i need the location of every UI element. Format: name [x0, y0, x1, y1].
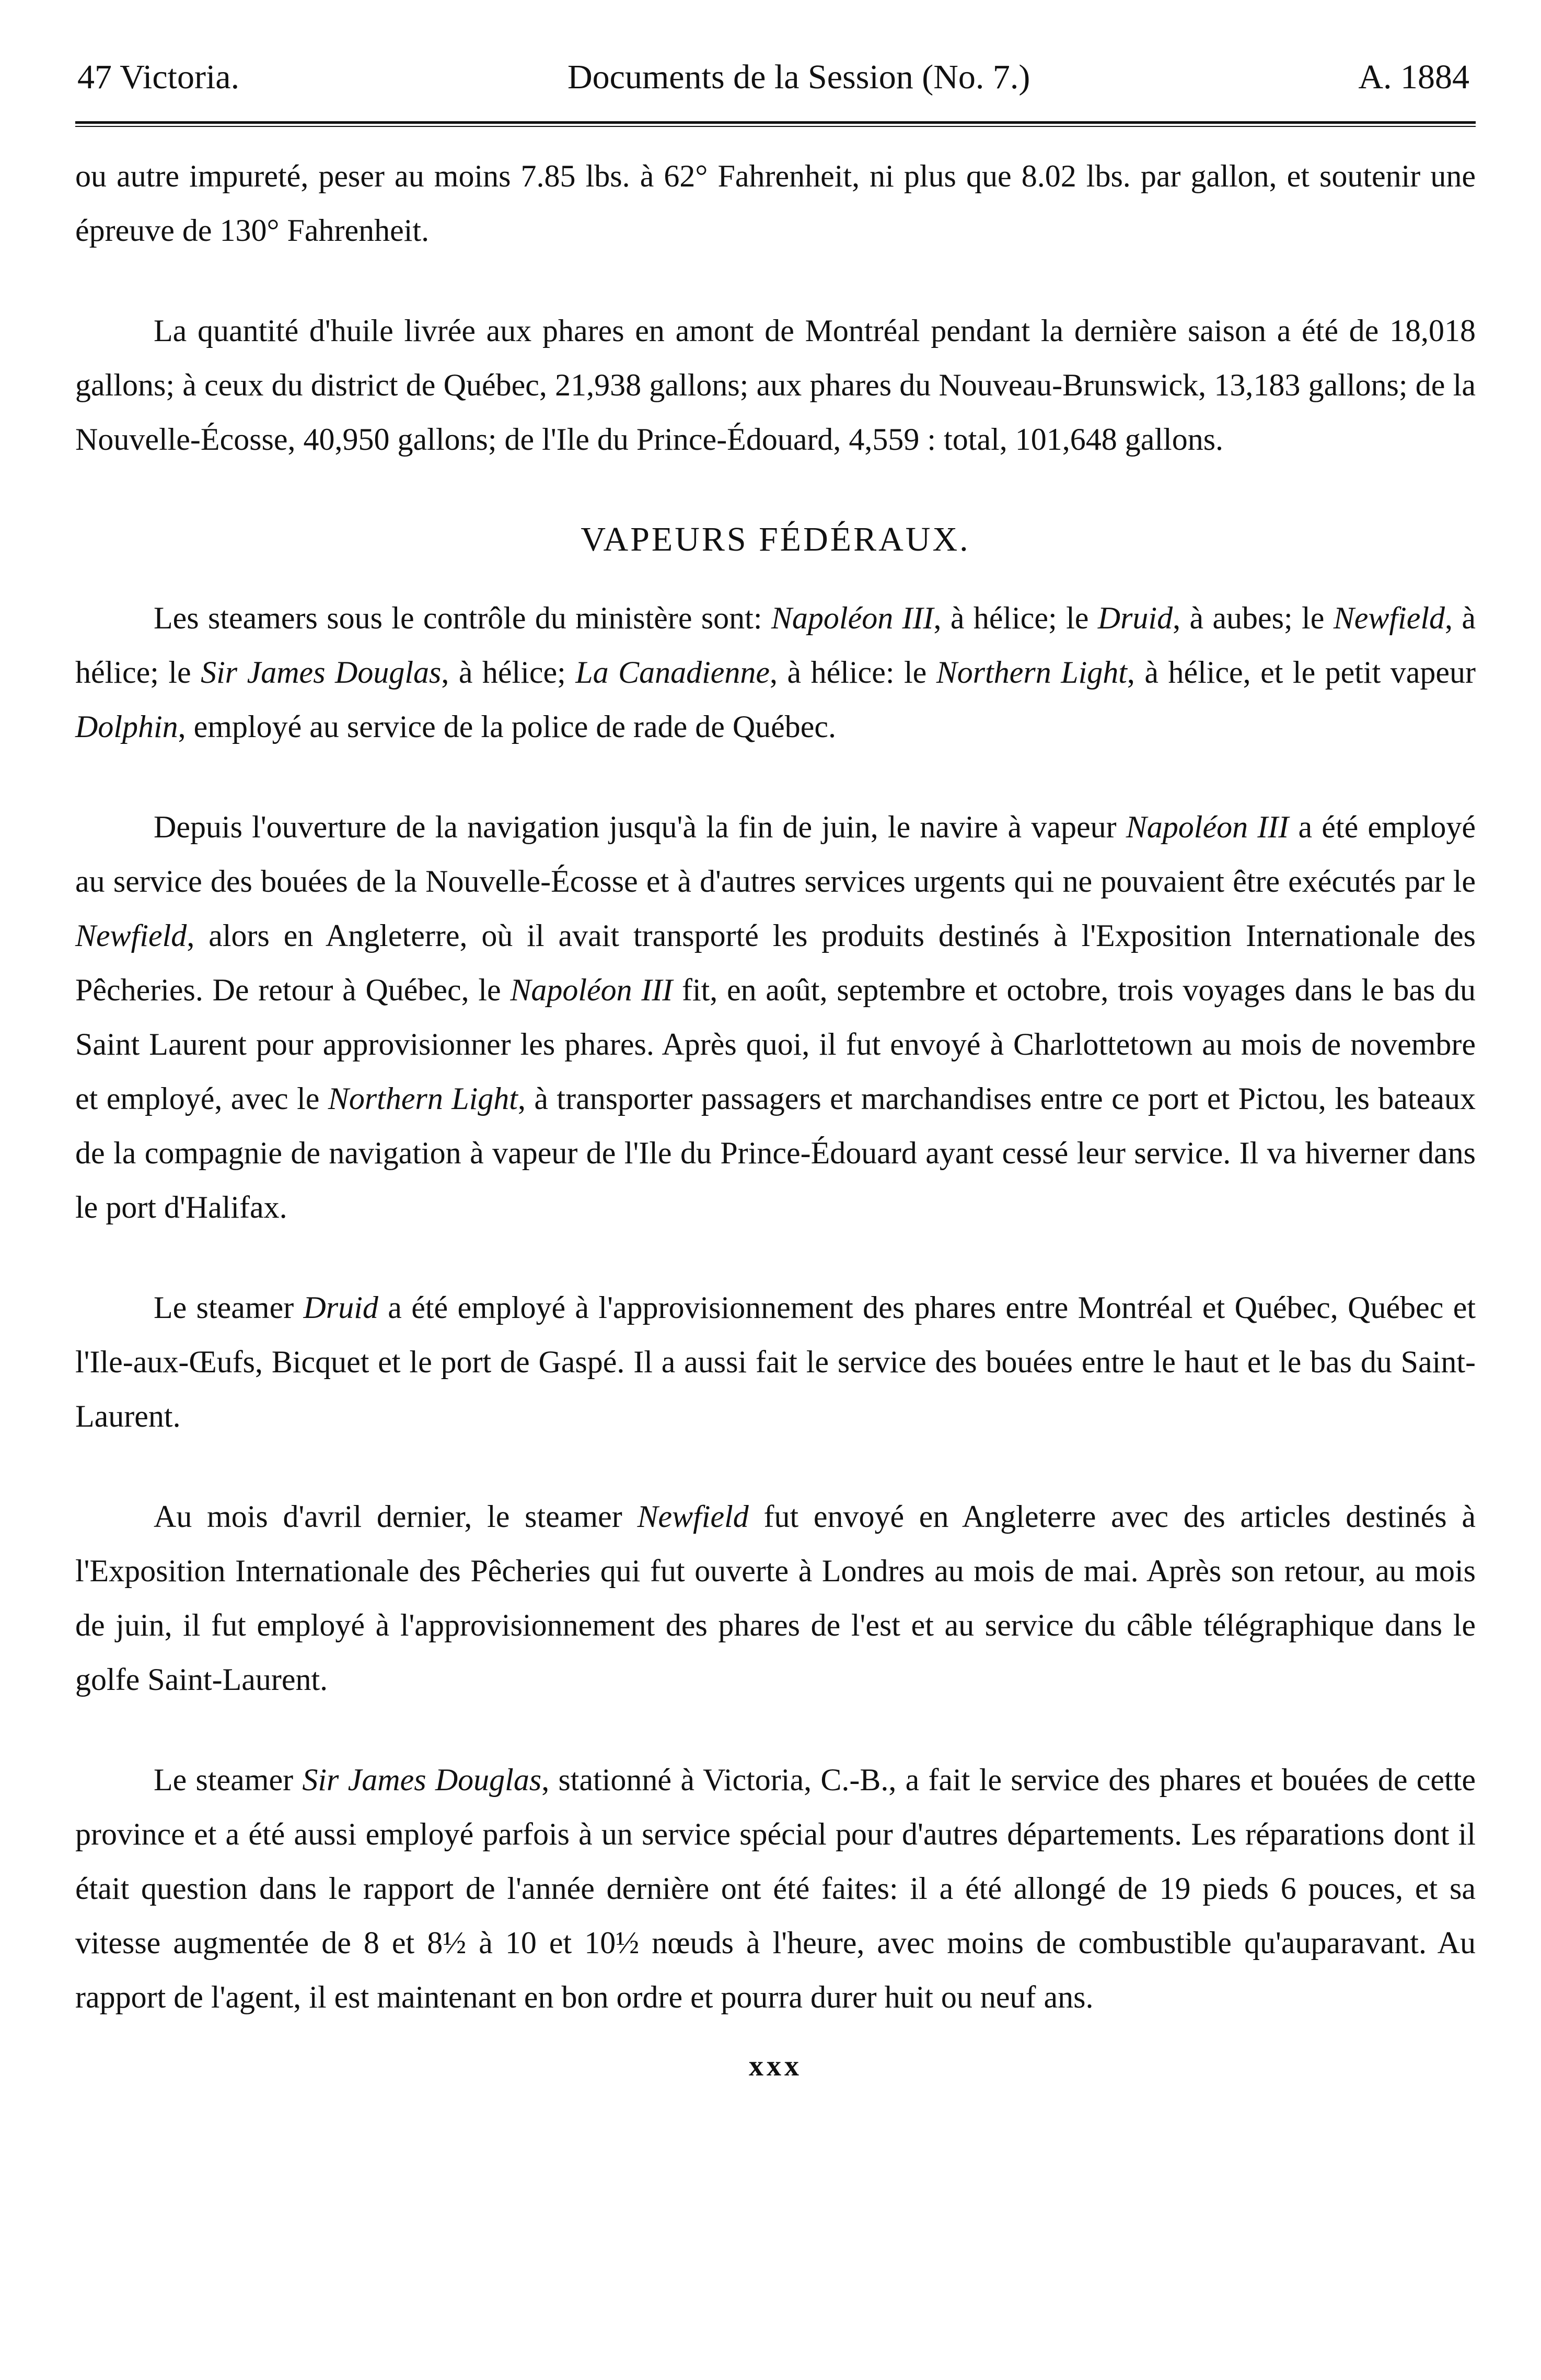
p3-text: , à hélice; [441, 655, 576, 690]
paragraph-5 [75, 1280, 1476, 1443]
p3-text: Les steamers sous le contrôle du ministère sont: [154, 601, 771, 635]
page-folio: xxx [749, 2050, 802, 2082]
p3-text: , employé au service de la police de rade de Québec. [178, 709, 837, 744]
ship-name: Napoléon III [510, 973, 673, 1007]
ship-name: Newfield [1333, 601, 1445, 635]
paragraph-6 [75, 1489, 1476, 1707]
header-right: A. 1884 [1358, 58, 1469, 96]
ship-name: Newfield [637, 1499, 749, 1534]
p5-text: a été employé à l'approvisionnement des phares entre Montréal et Québec, Québec et l'Ile-aux-Œufs, Bicquet et le port de Gaspé. Il a aussi fait le service des bouées entre le haut et le bas du Saint-Laurent. [75, 1290, 1476, 1433]
ship-name: La Canadienne [575, 655, 770, 690]
header-center: Documents de la Session (No. 7.) [567, 58, 1030, 96]
p3-text: , à hélice, et le petit vapeur [1127, 655, 1476, 690]
p3-text: , à hélice; le [933, 601, 1098, 635]
p4-text: fit, en août, septembre et octobre, trois voyages dans le bas du Saint Laurent pour approvisionner les phares. Après quoi, il fut envoyé à Charlottetown au mois de novembre et employé, avec le [75, 973, 1476, 1116]
ship-name: Napoléon III [1126, 810, 1289, 844]
header-left: 47 Victoria. [77, 58, 240, 96]
running-header [75, 57, 1476, 110]
p4-text: , alors en Angleterre, où il avait transporté les produits destinés à l'Exposition Internationale des Pêcheries. De retour à Québec, le [75, 918, 1476, 1007]
ship-name: Northern Light [936, 655, 1127, 690]
ship-name: Druid [1097, 601, 1173, 635]
p6-text: fut envoyé en Angleterre avec des articles destinés à l'Exposition Internationale des Pêcheries qui fut ouverte à Londres au mois de mai. Après son retour, au mois de juin, il fut employé à l'approvisionnement des phares de l'est et au service du câble télégraphique dans le golfe Saint-Laurent. [75, 1499, 1476, 1697]
ship-name: Druid [303, 1290, 378, 1325]
p7-text: Le steamer [154, 1763, 303, 1797]
p3-text: , à aubes; le [1173, 601, 1334, 635]
p7-text: , stationné à Victoria, C.-B., a fait le service des phares et bouées de cette province et a été aussi employé parfois à un service spécial pour d'autres départements. Les réparations dont il était question dans le rapport de l'année dernière ont été faites: il a été allongé de 19 pieds 6 pouces, et sa vitesse augmentée de 8 et 8½ à 10 et 10½ nœuds à l'heure, avec moins de combustible qu'auparavant. Au rapport de l'agent, il est maintenant en bon ordre et pourra durer huit ou neuf ans. [75, 1763, 1476, 2014]
section-title: VAPEURS FÉDÉRAUX. [581, 520, 970, 558]
paragraph-1: ou autre impureté, peser au moins 7.85 lbs. à 62° Fahrenheit, ni plus que 8.02 lbs. par gallon, et soutenir une épreuve de 130° Fahrenheit. [75, 159, 1476, 248]
ship-name: Dolphin [75, 709, 178, 744]
paragraph-7 [75, 1753, 1476, 2024]
document-page [75, 57, 1476, 2083]
paragraph-4 [75, 800, 1476, 1234]
ship-name: Sir James Douglas [201, 655, 442, 690]
paragraph-3 [75, 591, 1476, 754]
p6-text: Au mois d'avril dernier, le steamer [154, 1499, 638, 1534]
ship-name: Sir James Douglas [302, 1763, 542, 1797]
p3-text: , à hélice: le [770, 655, 936, 690]
p4-text: a été employé au service des bouées de la Nouvelle-Écosse et à d'autres services urgents qui ne pouvaient être exécutés par le [75, 810, 1476, 899]
header-rule [75, 121, 1476, 127]
p4-text: , à transporter passagers et marchandises entre ce port et Pictou, les bateaux de la compagnie de navigation à vapeur de l'Ile du Prince-Édouard ayant cessé leur service. Il va hiverner dans le port d'Halifax. [75, 1081, 1476, 1224]
ship-name: Northern Light [328, 1081, 518, 1116]
ship-name: Napoléon III [771, 601, 934, 635]
p5-text: Le steamer [154, 1290, 304, 1325]
p3-text: , à hélice; le [75, 601, 1476, 690]
p4-text: Depuis l'ouverture de la navigation jusqu'à la fin de juin, le navire à vapeur [154, 810, 1126, 844]
paragraph-2: La quantité d'huile livrée aux phares en amont de Montréal pendant la dernière saison a été de 18,018 gallons; à ceux du district de Québec, 21,938 gallons; aux phares du Nouveau-Brunswick, 13,183 gallons; de la Nouvelle-Écosse, 40,950 gallons; de l'Ile du Prince-Édouard, 4,559 : total, 101,648 gallons. [75, 313, 1476, 457]
body-text [75, 149, 1476, 2024]
ship-name: Newfield [75, 918, 187, 953]
